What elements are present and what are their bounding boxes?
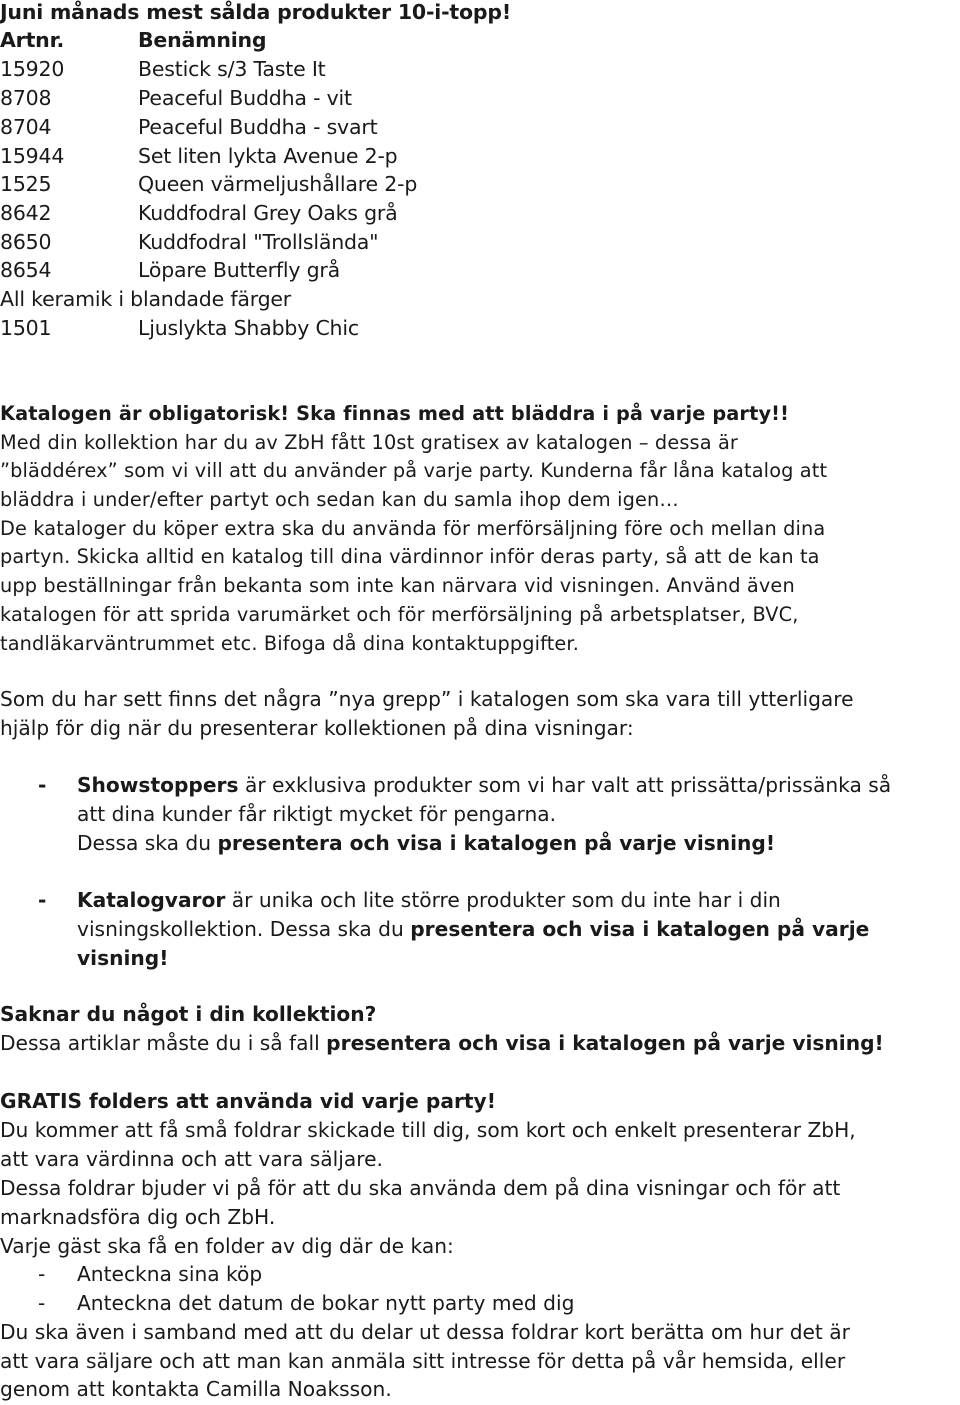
saknar-title: Saknar du något i din kollektion?	[0, 1002, 377, 1026]
katalog-line: bläddra i under/efter partyt och sedan kan du samla ihop dem igen…	[0, 488, 679, 511]
product-artnr: 15920	[0, 57, 65, 81]
katalog-title: Katalogen är obligatorisk! Ska finnas med att bläddra i på varje party!!	[0, 402, 790, 425]
bullet-dash: -	[38, 1291, 46, 1315]
katalog-line: partyn. Skicka alltid en katalog till dina värdinnor inför deras party, så att de kan ta	[0, 545, 820, 568]
saknar-pre: Dessa artiklar måste du i så fall	[0, 1031, 327, 1055]
katalogvaror-text: är unika och lite större produkter som du inte har i din	[225, 888, 781, 912]
product-artnr: 8650	[0, 230, 52, 254]
product-artnr: 15944	[0, 144, 65, 168]
product-row-keramik: All keramik i blandade färger	[0, 287, 292, 311]
product-name: Ljuslykta Shabby Chic	[138, 316, 359, 340]
product-name: Queen värmeljushållare 2-p	[138, 172, 418, 196]
product-artnr: 8704	[0, 115, 52, 139]
katalog-line: De kataloger du köper extra ska du använda för merförsäljning före och mellan dina	[0, 517, 826, 540]
column-header-name: Benämning	[138, 28, 267, 52]
bullet-dash: -	[38, 773, 47, 797]
product-artnr: 8654	[0, 258, 52, 282]
gratis-line: Du kommer att få små foldrar skickade till dig, som kort och enkelt presenterar ZbH,	[0, 1118, 856, 1142]
product-artnr: 8708	[0, 86, 52, 110]
gratis-line: att vara värdinna och att vara säljare.	[0, 1147, 383, 1171]
grepp-line: Som du har sett finns det några ”nya grepp” i katalogen som ska vara till ytterligare	[0, 687, 854, 711]
katalog-line: katalogen för att sprida varumärket och för merförsäljning på arbetsplatser, BVC,	[0, 603, 799, 626]
gratis-closing-line: genom att kontakta Camilla Noaksson.	[0, 1377, 392, 1401]
katalog-line: ”bläddérex” som vi vill att du använder på varje party. Kunderna får låna katalog att	[0, 459, 828, 482]
product-artnr: 8642	[0, 201, 52, 225]
gratis-line: marknadsföra dig och ZbH.	[0, 1205, 276, 1229]
gratis-title: GRATIS folders att använda vid varje party!	[0, 1089, 496, 1113]
product-name: Kuddfodral Grey Oaks grå	[138, 201, 398, 225]
katalogvaror-emphasis-end: visning!	[77, 946, 169, 970]
product-artnr: 1525	[0, 172, 52, 196]
showstoppers-text-line	[77, 829, 775, 858]
showstoppers-emphasis: presentera och visa i katalogen på varje visning!	[217, 831, 776, 855]
katalog-line: tandläkarväntrummet etc. Bifoga då dina kontaktuppgifter.	[0, 632, 580, 655]
product-name: Bestick s/3 Taste It	[138, 57, 326, 81]
showstoppers-label: Showstoppers	[77, 773, 239, 797]
katalogvaror-text-line	[77, 915, 869, 944]
product-name: Set liten lykta Avenue 2-p	[138, 144, 398, 168]
gratis-line: Varje gäst ska få en folder av dig där de kan:	[0, 1234, 454, 1258]
product-artnr: 1501	[0, 316, 52, 340]
product-name: Peaceful Buddha - svart	[138, 115, 378, 139]
katalog-line: Med din kollektion har du av ZbH fått 10st gratisex av katalogen – dessa är	[0, 431, 739, 454]
katalog-line: upp beställningar från bekanta som inte kan närvara vid visningen. Använd även	[0, 574, 795, 597]
saknar-line	[0, 1029, 884, 1058]
grepp-line: hjälp för dig när du presenterar kollektionen på dina visningar:	[0, 716, 634, 740]
gratis-bullet-text: Anteckna det datum de bokar nytt party med dig	[77, 1291, 575, 1315]
katalogvaror-label: Katalogvaror	[77, 888, 226, 912]
product-name: Löpare Butterfly grå	[138, 258, 341, 282]
showstoppers-text: är exklusiva produkter som vi har valt att prissätta/prissänka så	[238, 773, 892, 797]
gratis-closing-line: att vara säljare och att man kan anmäla sitt intresse för detta på vår hemsida, eller	[0, 1349, 846, 1373]
showstoppers-text-line: att dina kunder får riktigt mycket för pengarna.	[77, 802, 557, 826]
katalogvaror-pre: visningskollektion. Dessa ska du	[77, 917, 411, 941]
column-header-artnr: Artnr.	[0, 28, 65, 52]
saknar-emphasis: presentera och visa i katalogen på varje visning!	[326, 1031, 884, 1055]
katalogvaror-emphasis: presentera och visa i katalogen på varje	[410, 917, 870, 941]
bullet-dash: -	[38, 888, 47, 912]
product-name: Kuddfodral "Trollslända"	[138, 230, 379, 254]
gratis-closing-line: Du ska även i samband med att du delar ut dessa foldrar kort berätta om hur det är	[0, 1320, 850, 1344]
showstoppers-pre: Dessa ska du	[77, 831, 218, 855]
product-name: Peaceful Buddha - vit	[138, 86, 352, 110]
gratis-bullet-text: Anteckna sina köp	[77, 1262, 263, 1286]
gratis-line: Dessa foldrar bjuder vi på för att du ska använda dem på dina visningar och för att	[0, 1176, 841, 1200]
page-heading: Juni månads mest sålda produkter 10-i-topp!	[0, 0, 511, 24]
bullet-dash: -	[38, 1262, 46, 1286]
